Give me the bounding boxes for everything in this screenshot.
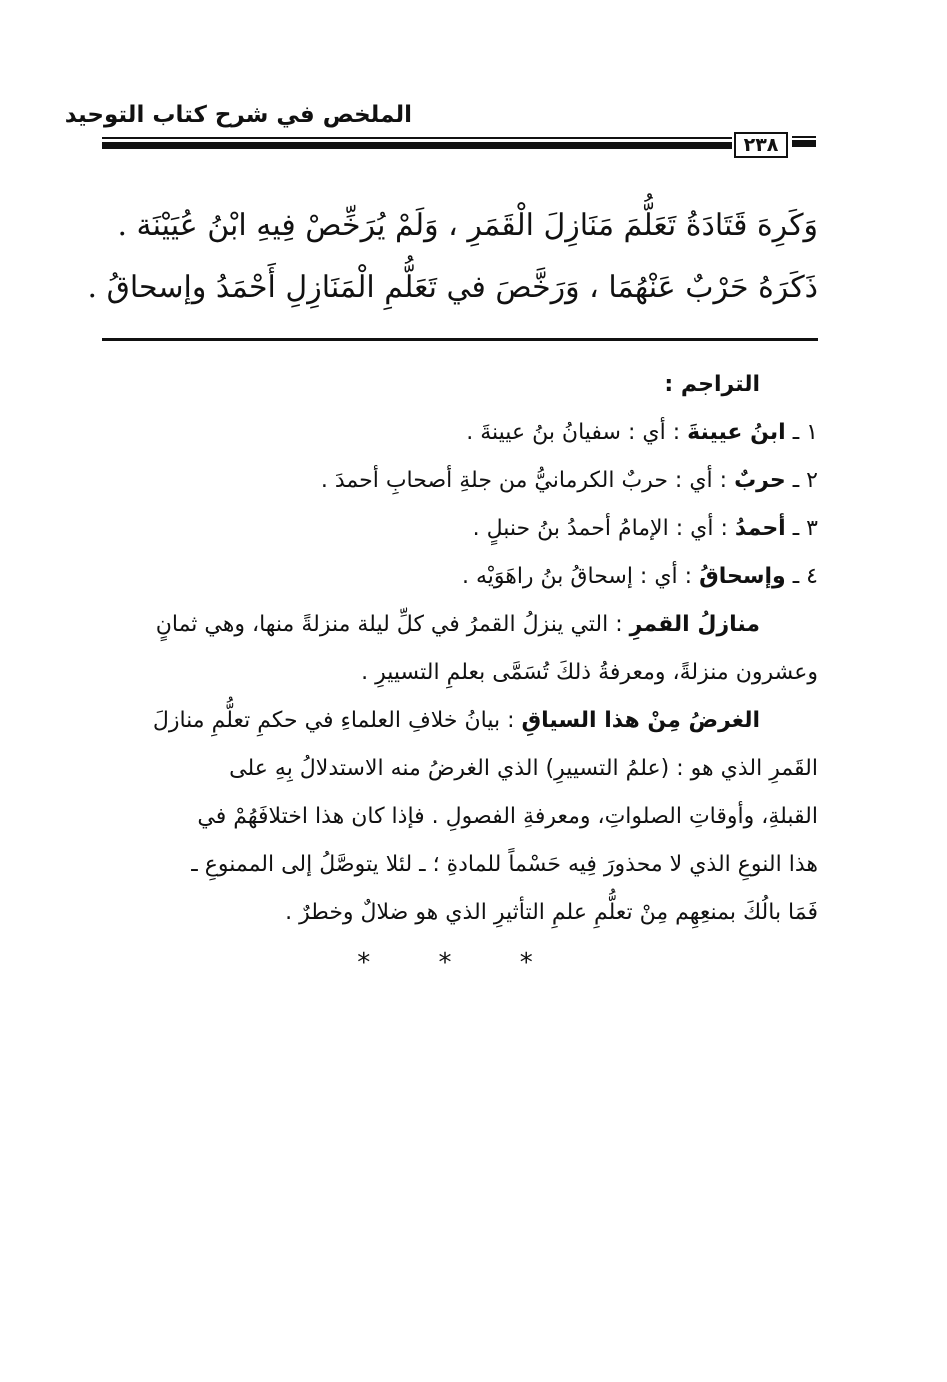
header-stub-thin [792, 136, 816, 138]
manazil-text: : التي ينزلُ القمرُ في كلِّ ليلة منزلةً منها، وهي ثمانٍ [155, 612, 623, 637]
page-number: ٢٣٨ [734, 132, 788, 158]
running-title: الملخص في شرح كتاب التوحيد [64, 102, 412, 128]
biography-name: حربٌ [734, 468, 786, 493]
biography-text: : أي : إسحاقُ بنُ راهَوَيْه . [461, 564, 693, 589]
header-stub [792, 140, 816, 147]
section-divider [102, 338, 818, 341]
quote-line: ذَكَرَهُ حَرْبٌ عَنْهُمَا ، وَرَخَّصَ في تَعَلُّمِ الْمَنَازِلِ أَحْمَدُ وإسحاقُ . [87, 270, 818, 305]
biography-number: ٣ ـ [792, 516, 818, 541]
biography-number: ٤ ـ [792, 564, 818, 589]
biography-name: ابنُ عيينةَ [687, 420, 786, 445]
biography-number: ١ ـ [792, 420, 818, 445]
purpose-paragraph-line: القبلةِ، وأوقاتِ الصلواتِ، ومعرفةِ الفصولِ . فإذا كان هذا اختلافَهُمْ في [197, 804, 818, 829]
biography-item [102, 409, 818, 457]
quoted-text [87, 195, 818, 319]
header-rule-thick [102, 142, 732, 149]
biography-name: أحمدُ [734, 516, 786, 541]
purpose-text: : بيانُ خلافِ العلماءِ في حكمِ تعلُّمِ منازلَ [152, 708, 515, 733]
biography-item [102, 553, 818, 601]
purpose-paragraph-line: القَمرِ الذي هو : (علمُ التسييرِ) الذي الغرضُ منه الاستدلالُ بِهِ على [229, 756, 818, 781]
purpose-term: الغرضُ مِنْ هذا السياقِ [521, 708, 760, 733]
biography-number: ٢ ـ [792, 468, 818, 493]
quote-line: وَكَرِهَ قَتَادَةُ تَعَلُّمَ مَنَازِلَ الْقَمَرِ ، وَلَمْ يُرَخِّصْ فِيهِ ابْنُ عُيَيْنَة . [117, 208, 818, 243]
biography-name: وإسحاقُ [699, 564, 786, 589]
purpose-paragraph-line: هذا النوعِ الذي لا محذورَ فِيه حَسْماً للمادةِ ؛ ـ لئلا يتوصَّلُ إلى الممنوعِ ـ [191, 852, 818, 877]
purpose-paragraph-line: فَمَا بالُكَ بمنعِهِم مِنْ تعلُّمِ علمِ التأثيرِ الذي هو ضلالٌ وخطرٌ . [285, 900, 818, 925]
manazil-paragraph-line [102, 601, 818, 649]
section-separator-stars: * * * [357, 948, 563, 978]
manazil-term: منازلُ القمرِ [629, 612, 760, 637]
biography-item [102, 457, 818, 505]
biographies-heading: التراجم : [664, 372, 760, 397]
commentary [102, 361, 818, 937]
biography-text: : أي : الإمامُ أحمدُ بنُ حنبلٍ . [472, 516, 728, 541]
purpose-paragraph-line [102, 697, 818, 745]
biography-item [102, 505, 818, 553]
manazil-paragraph-line: وعشرون منزلةً، ومعرفةُ ذلكَ تُسَمَّى بعلمِ التسييرِ . [361, 660, 818, 685]
header-rule-thin [102, 137, 732, 139]
biography-text: : أي : حربٌ الكرمانيُّ من جلةِ أصحابِ أحمدَ . [320, 468, 728, 493]
biography-text: : أي : سفيانُ بنُ عيينةَ . [466, 420, 681, 445]
